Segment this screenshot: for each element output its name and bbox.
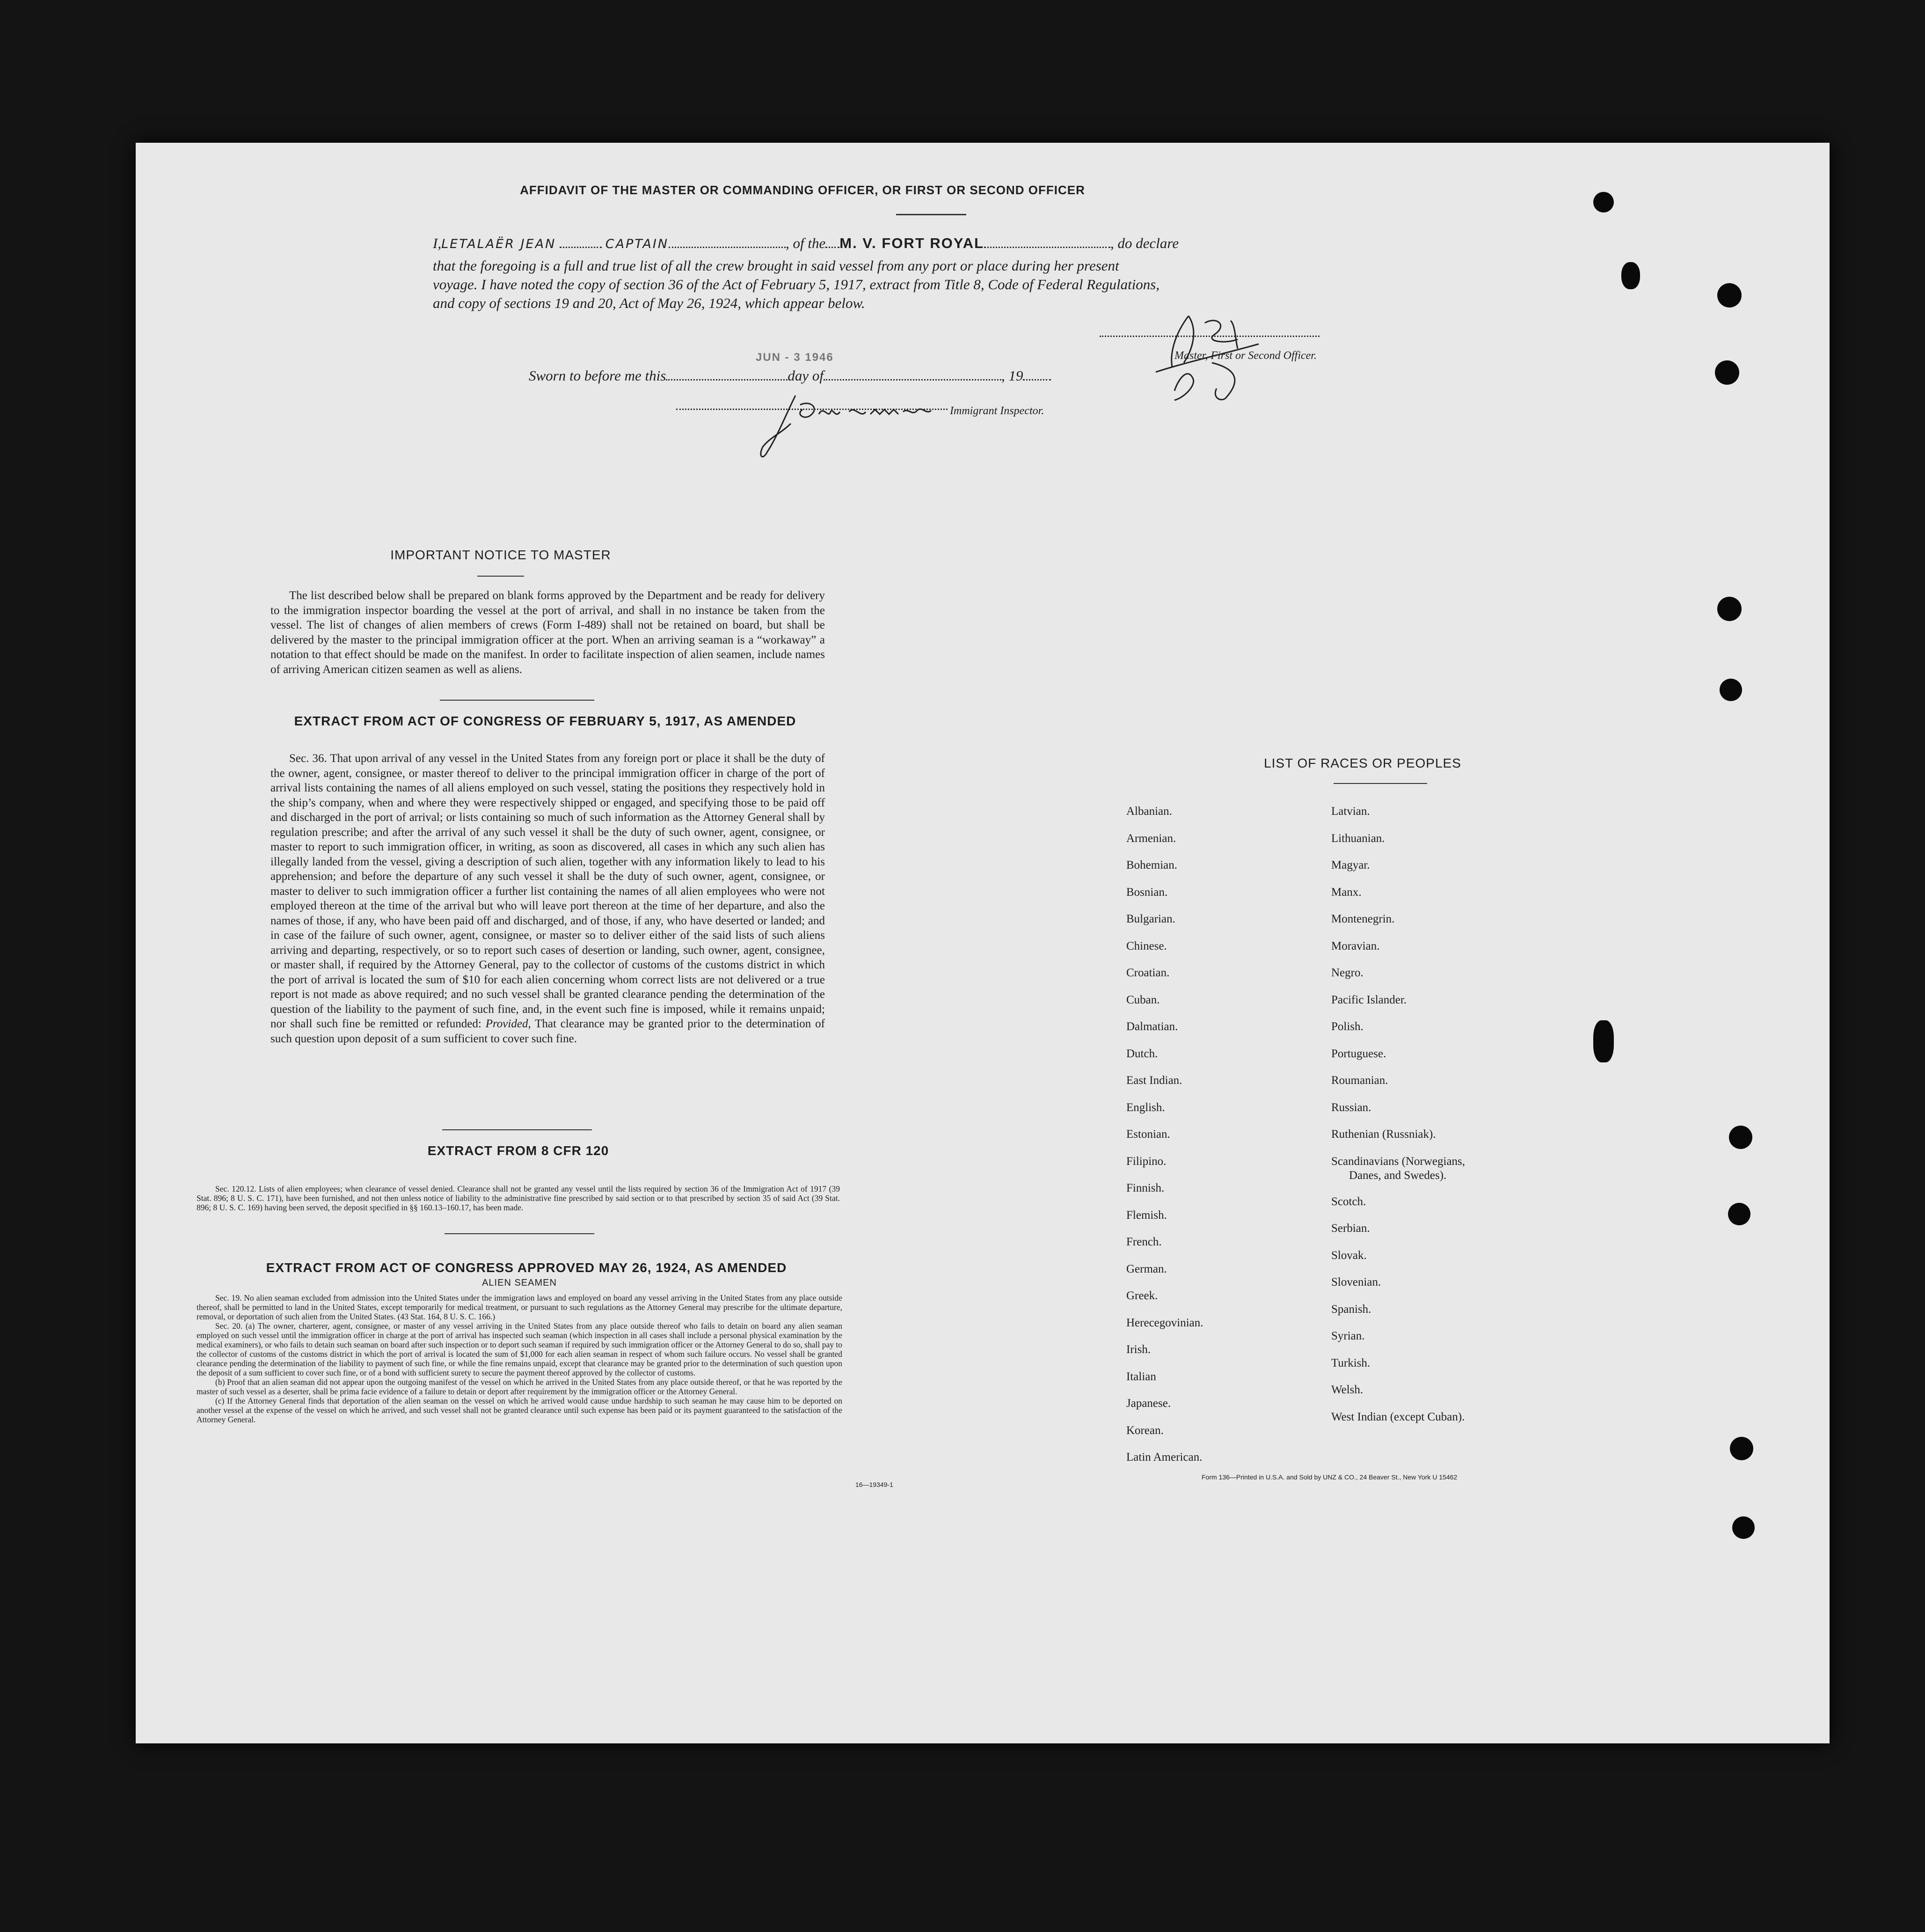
- race-item: Syrian.: [1331, 1330, 1365, 1342]
- day-of-text: day of: [788, 367, 824, 384]
- punch-hole: [1730, 1437, 1753, 1460]
- race-item-line: Danes, and Swedes).: [1349, 1169, 1447, 1182]
- race-item: French.: [1126, 1236, 1162, 1248]
- notice-rule: [477, 576, 524, 577]
- race-item: Latvian.: [1331, 805, 1370, 818]
- race-item: Negro.: [1331, 966, 1364, 979]
- race-item: Chinese.: [1126, 939, 1167, 952]
- inspector-caption: Immigrant Inspector.: [950, 405, 1044, 417]
- act1924-sec20b: (b) Proof that an alien seaman did not appear upon the outgoing manifest of the vessel on which he arrived in the United States from any place outside thereof, or that he was reported by the master of such vessel as a deserter, shall be prima facie evidence of a failure to detain or deport after requirement by the immigration officer or the Attorney General.: [197, 1377, 842, 1396]
- race-item: Latin American.: [1126, 1451, 1203, 1464]
- cfr-body: Sec. 120.12. Lists of alien employees; when clearance of vessel denied. Clearance shall not be granted any vessel until the lists required by section 36 of the Immigration Act of 1917 (39 Stat. 896; 8 U. S. C. 171), have been furnished, and not then unless notice of liability to the administrative fine prescribed by said section or to that prescribed by section 35 of said Act (39 Stat. 896; 8 U. S. C. 169) having been served, the deposit specified in §§ 160.13–160.17, has been made.: [197, 1184, 840, 1212]
- race-item: Roumanian.: [1331, 1074, 1388, 1087]
- punch-hole: [1717, 283, 1742, 307]
- races-rule: [1334, 783, 1427, 784]
- punch-hole: [1593, 1020, 1614, 1062]
- sworn-line: [529, 366, 1051, 385]
- race-item: Korean.: [1126, 1424, 1164, 1437]
- notice-end-rule: [440, 700, 594, 701]
- document-page: [136, 143, 1830, 1743]
- race-item: Croatian.: [1126, 966, 1170, 979]
- race-item: Montenegrin.: [1331, 913, 1395, 925]
- notice-body: The list described below shall be prepared on blank forms approved by the Department and be ready for delivery to the immigration inspector boarding the vessel at the port of arrival, and shall in no instance be taken from the vessel. The list of changes of alien members of crews (Form I-489) shall not be retained on board, but shall be delivered by the master to the principal immigration officer at the port. When an arriving seaman is a “workaway” a notation to that effect should be made on the manifest. In order to facilitate inspection of alien seamen, include names of arriving American citizen seamen as well as aliens.: [270, 589, 825, 676]
- race-item: Welsh.: [1331, 1383, 1364, 1396]
- race-item: Herecegovinian.: [1126, 1316, 1203, 1329]
- race-item: Estonian.: [1126, 1128, 1170, 1141]
- race-item: [1331, 1148, 1465, 1188]
- race-item: Spanish.: [1331, 1303, 1371, 1316]
- master-rank-field: CAPTAIN: [605, 237, 669, 251]
- race-item: Bulgarian.: [1126, 913, 1175, 925]
- races-left-column: [1126, 798, 1203, 1471]
- race-item: Polish.: [1331, 1020, 1364, 1033]
- act1924-sec20c: (c) If the Attorney General finds that deportation of the alien seaman on the vessel on which he arrived would cause undue hardship to such seaman he may cause him to be deported on another vessel at the expense of the vessel on which he arrived, and such vessel shall not be granted clearance until such expense has been paid or its payment guaranteed to the satisfaction of the Attorney General.: [197, 1396, 842, 1424]
- race-item: Ruthenian (Russniak).: [1331, 1128, 1436, 1141]
- punch-hole: [1717, 597, 1742, 621]
- race-item: West Indian (except Cuban).: [1331, 1410, 1465, 1423]
- race-item: Moravian.: [1331, 939, 1380, 952]
- race-item: Bosnian.: [1126, 886, 1168, 899]
- races-title: LIST OF RACES OR PEOPLES: [1264, 756, 1461, 770]
- race-item: Dutch.: [1126, 1047, 1158, 1060]
- race-item: Manx.: [1331, 886, 1362, 899]
- race-item: German.: [1126, 1262, 1167, 1275]
- act1924-sec20a: Sec. 20. (a) The owner, charterer, agent, consignee, or master of any vessel arriving in the United States from any place outside thereof who fails to detain on board any alien seaman employed on such vessel until the immigration officer in charge at the port of arrival has inspected such seaman (which inspection in all cases shall include a personal physical examination by the medical examiners), or who fails to detain such seaman on board after such inspection or to deport such seaman if required by such immigration officer or the Attorney General to do so, shall pay to the collector of customs of the customs district in which the port of arrival is located the sum of $1,000 for each alien seaman in respect of whom such failure occurs. No vessel shall be granted clearance pending the determination of the liability to payment of such fine, or while the fine remains unpaid, except that clearance may be granted prior to the determination of such question upon the deposit of a sum sufficient to cover such fine, or of a bond with sufficient surety to secure the payment thereof approved by the collector of customs.: [197, 1321, 842, 1377]
- race-item: Lithuanian.: [1331, 832, 1385, 845]
- act1924-title: EXTRACT FROM ACT OF CONGRESS APPROVED MAY 26, 1924, AS AMENDED: [266, 1260, 787, 1275]
- declaration-line-1: [433, 234, 1425, 254]
- race-item: Serbian.: [1331, 1222, 1370, 1235]
- date-stamp: JUN - 3 1946: [756, 351, 834, 364]
- inspector-signature: [749, 386, 992, 466]
- master-caption: Master, First or Second Officer.: [1174, 350, 1317, 362]
- race-item: Cuban.: [1126, 993, 1160, 1006]
- year-prefix: , 19: [1001, 367, 1023, 384]
- declaration-line-2: that the foregoing is a full and true list of all the crew brought in said vessel from any port or place during her present: [433, 257, 1119, 274]
- cfr-title: EXTRACT FROM 8 CFR 120: [427, 1143, 609, 1158]
- race-item: Russian.: [1331, 1101, 1371, 1114]
- of-the-text: , of the: [786, 235, 826, 251]
- punch-hole: [1729, 1126, 1752, 1149]
- race-item: East Indian.: [1126, 1074, 1182, 1087]
- master-name-field: LETALAËR JEAN: [441, 237, 556, 251]
- race-item: Pacific Islander.: [1331, 993, 1407, 1006]
- declaration-i: I,: [433, 235, 442, 251]
- race-item: Greek.: [1126, 1289, 1158, 1302]
- act1924-sec19: Sec. 19. No alien seaman excluded from admission into the United States under the immigration laws and employed on board any vessel arriving in the United States from any place outside thereof, shall be permitted to land in the United States, except temporarily for medical treatment, or pursuant to such regulations as the Attorney General may prescribe for the ultimate departure, removal, or deportation of such alien from the United States. (43 Stat. 164, 8 U. S. C. 166.): [197, 1293, 842, 1321]
- act1917-provided: Provided,: [485, 1017, 531, 1030]
- punch-hole: [1732, 1516, 1755, 1539]
- race-item-line: Scandinavians (Norwegians,: [1331, 1155, 1466, 1168]
- affidavit-heading: AFFIDAVIT OF THE MASTER OR COMMANDING OFFICER, OR FIRST OR SECOND OFFICER: [520, 183, 1085, 197]
- vessel-name-field: M. V. FORT ROYAL: [839, 235, 984, 251]
- race-item: Italian: [1126, 1370, 1156, 1383]
- race-item: Japanese.: [1126, 1397, 1171, 1410]
- race-item: Slovak.: [1331, 1249, 1367, 1262]
- act1917-body: [270, 751, 825, 1046]
- act1924-subtitle: ALIEN SEAMEN: [482, 1278, 557, 1288]
- punch-hole: [1621, 262, 1640, 289]
- race-item: English.: [1126, 1101, 1165, 1114]
- punch-hole: [1593, 192, 1614, 212]
- form-footnote: Form 136—Printed in U.S.A. and Sold by UNZ & CO., 24 Beaver St., New York U 15462: [1202, 1473, 1458, 1481]
- punch-hole: [1728, 1203, 1750, 1225]
- notice-title: IMPORTANT NOTICE TO MASTER: [390, 548, 611, 562]
- declaration-line-4: and copy of sections 19 and 20, Act of May 26, 1924, which appear below.: [433, 295, 865, 311]
- race-item: Flemish.: [1126, 1208, 1167, 1222]
- punch-hole: [1715, 360, 1739, 385]
- master-signature: [1118, 297, 1352, 410]
- races-right-column: [1331, 798, 1465, 1430]
- race-item: Portuguese.: [1331, 1047, 1386, 1060]
- act1917-text: That upon arrival of any vessel in the United States from any foreign port or place it shall be the duty of the owner, agent, consignee, or master thereof to deliver to the principal immigration officer in charge of the port of arrival lists containing the names of all aliens employed on such vessel, stating the positions they respectively hold in the ship’s company, when and where they were respectively shipped or engaged, and specifying those to be paid off and discharged in the port of arrival; or lists containing so much of such information as the Attorney General shall by regulation prescribe; and after the arrival of any such vessel it shall be the duty of such owner, agent, consignee, or master to report to such immigration officer, in writing, as soon as discovered, all cases in which any such alien has illegally landed from the vessel, giving a description of such alien, together with any information likely to lead to his apprehension; and before the departure of any such vessel it shall be the duty of such owner, agent, consignee, or master to deliver to such immigration officer a further list containing the names of all alien employees who were not employed thereon at the time of the arrival but who will leave port thereon at the time of her departure, and also the names of those, if any, who have been paid off and discharged, and of those, if any, who have deserted or landed; and in case of the failure of such owner, agent, consignee, or master so to deliver either of the said lists of such aliens arriving and departing, respectively, or so to report such cases of desertion or landing, such owner, agent, consignee, or master shall, if required by the Attorney General, pay to the collector of customs of the customs district in which the port of arrival is located the sum of $10 for each alien concerning whom correct lists are not delivered or a true report is not made as above required; and no such vessel shall be granted clearance pending the determination of the question of the liability to the payment of such fine, and, in the event such fine is imposed, while it remains unpaid; nor shall such fine be remitted or refunded:: [270, 752, 825, 1030]
- race-item: Magyar.: [1331, 859, 1370, 871]
- cfr-end-rule: [445, 1233, 594, 1234]
- punch-hole: [1720, 679, 1742, 701]
- race-item: Albanian.: [1126, 805, 1172, 818]
- sworn-text: Sworn to before me this: [529, 367, 666, 384]
- heading-rule: [896, 214, 966, 215]
- act1917-section-label: Sec. 36.: [289, 752, 327, 765]
- race-item: Turkish.: [1331, 1356, 1371, 1369]
- declaration-line-3: voyage. I have noted the copy of section 36 of the Act of February 5, 1917, extract from Title 8, Code of Federal Regulations,: [433, 276, 1160, 293]
- race-item: Slovenian.: [1331, 1276, 1381, 1288]
- race-item: Scotch.: [1331, 1195, 1366, 1208]
- race-item: Filipino.: [1126, 1155, 1167, 1168]
- race-item: Irish.: [1126, 1343, 1151, 1356]
- act1917-text-end: That clearance may be granted prior to the determination of such question upon deposit of a sum sufficient to cover such fine.: [270, 1017, 825, 1045]
- do-declare-text: , do declare: [1110, 235, 1179, 251]
- race-item: Dalmatian.: [1126, 1020, 1178, 1033]
- act1917-title: EXTRACT FROM ACT OF CONGRESS OF FEBRUARY 5, 1917, AS AMENDED: [294, 714, 796, 728]
- act1924-body: [197, 1293, 842, 1424]
- race-item: Armenian.: [1126, 832, 1176, 845]
- act1917-end-rule: [442, 1129, 592, 1130]
- race-item: Finnish.: [1126, 1182, 1165, 1194]
- act1924-form-code: 16—19349-1: [855, 1481, 893, 1488]
- race-item: Bohemian.: [1126, 859, 1178, 871]
